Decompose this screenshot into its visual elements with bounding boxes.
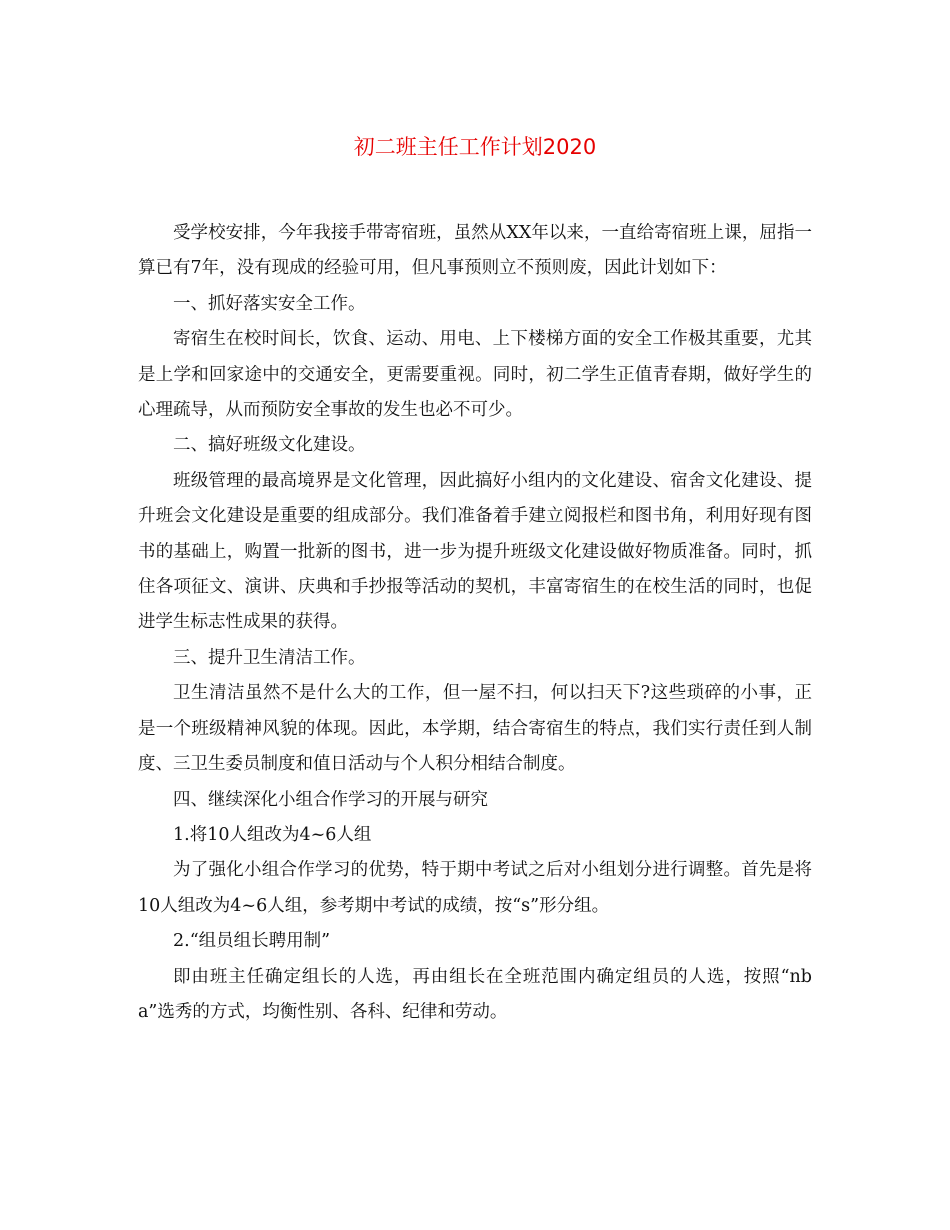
paragraph-culture: 班级管理的最高境界是文化管理，因此搞好小组内的文化建设、宿舍文化建设、提升班会文化建设是重要的组成部分。我们准备着手建立阅报栏和图书角，利用好现有图书的基础上，购置一批新的图书，进一步为提升班级文化建设做好物质准备。同时，抓住各项征文、演讲、庆典和手抄报等活动的契机，丰富寄宿生的在校生活的同时，也促进学生标志性成果的获得。 bbox=[138, 470, 812, 633]
document-body bbox=[138, 216, 812, 1030]
paragraph-group-size: 为了强化小组合作学习的优势，特于期中考试之后对小组划分进行调整。首先是将10人组改为4~6人组，参考期中考试的成绩，按“s”形分组。 bbox=[138, 860, 812, 916]
paragraph-hygiene: 卫生清洁虽然不是什么大的工作，但一屋不扫，何以扫天下?这些琐碎的小事，正是一个班级精神风貌的体现。因此，本学期，结合寄宿生的特点，我们实行责任到人制度、三卫生委员制度和值日活动与个人积分相结合制度。 bbox=[138, 683, 812, 775]
subheading-group-size: 1.将10人组改为4~6人组 bbox=[173, 824, 372, 845]
document-title: 初二班主任工作计划2020 bbox=[353, 135, 597, 159]
heading-group-study: 四、继续深化小组合作学习的开展与研究 bbox=[173, 789, 488, 810]
paragraph-leader-hiring: 即由班主任确定组长的人选，再由组长在全班范围内确定组员的人选，按照“nba”选秀的方式，均衡性别、各科、纪律和劳动。 bbox=[138, 966, 812, 1022]
heading-hygiene: 三、提升卫生清洁工作。 bbox=[173, 647, 366, 668]
subheading-leader-hiring: 2.“组员组长聘用制” bbox=[173, 931, 331, 952]
paragraph-safety: 寄宿生在校时间长，饮食、运动、用电、上下楼梯方面的安全工作极其重要，尤其是上学和回家途中的交通安全，更需要重视。同时，初二学生正值青春期，做好学生的心理疏导，从而预防安全事故的发生也必不可少。 bbox=[138, 329, 812, 421]
heading-culture: 二、搞好班级文化建设。 bbox=[173, 435, 366, 456]
paragraph-intro: 受学校安排，今年我接手带寄宿班，虽然从XX年以来，一直给寄宿班上课，屈指一算已有7年，没有现成的经验可用，但凡事预则立不预则废，因此计划如下： bbox=[138, 223, 812, 279]
heading-safety: 一、抓好落实安全工作。 bbox=[173, 293, 366, 314]
